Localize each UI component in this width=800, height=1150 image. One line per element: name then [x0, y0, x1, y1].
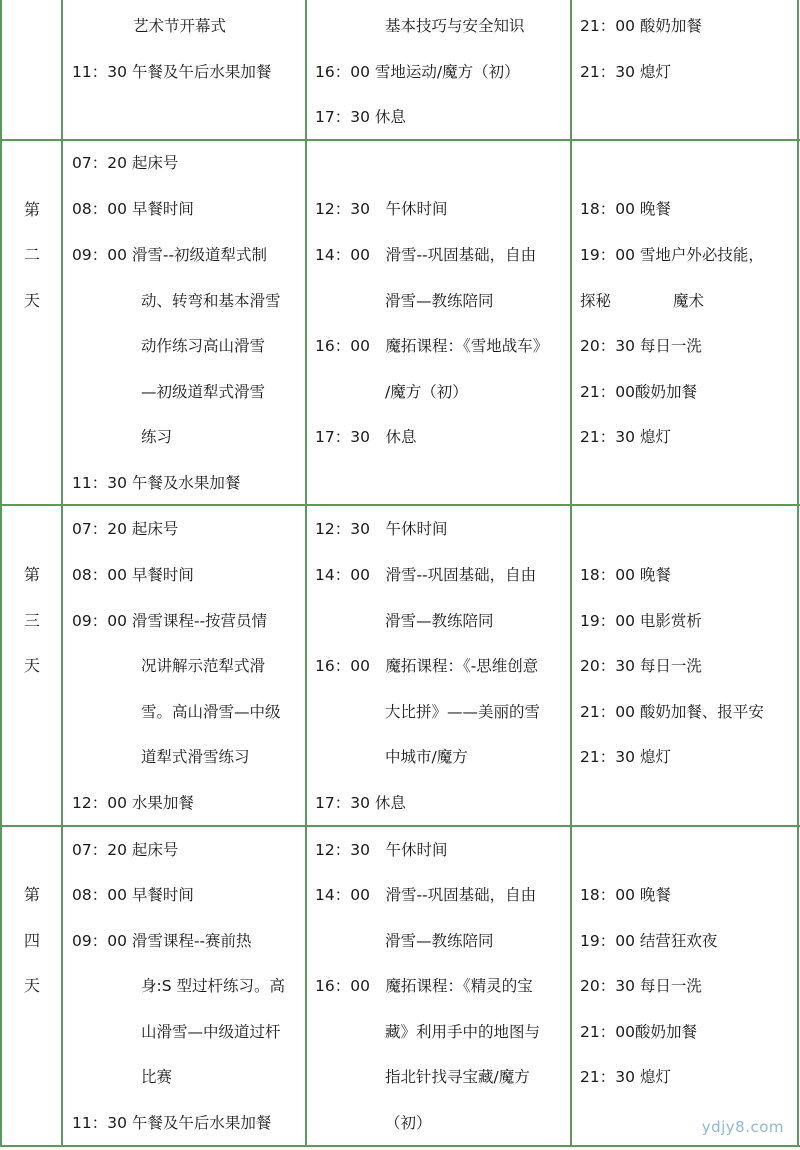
cell-text: 况讲解示范犁式滑 — [141, 657, 266, 675]
cell-text: 21：00酸奶加餐 — [580, 1023, 697, 1041]
cell-text: 21：30 熄灯 — [580, 748, 671, 766]
cell-text: 12：30 午休时间 — [315, 841, 448, 859]
day-label: 天 — [24, 291, 41, 310]
cell-text: 道犁式滑雪练习 — [141, 748, 250, 766]
cell-text: 身:S 型过杆练习。高 — [141, 977, 285, 995]
cell-text: 19：00 结营狂欢夜 — [580, 932, 718, 950]
cell-text: 滑雪—教练陪同 — [385, 292, 494, 310]
cell-text: 07：20 起床号 — [72, 841, 179, 859]
cell-text: 指北针找寻宝藏/魔方 — [385, 1068, 530, 1086]
cell-text: 14：00 滑雪--巩固基础，自由 — [315, 566, 537, 584]
cell-text: 12：00 水果加餐 — [72, 794, 194, 812]
cell-text: 16：00 魔拓课程：《精灵的宝 — [315, 977, 533, 995]
cell-text: 16：00 魔拓课程：《雪地战车》 — [315, 337, 549, 355]
cell-text: 18：00 晚餐 — [580, 886, 671, 904]
day-label: 天 — [24, 656, 41, 675]
cell-text: 练习 — [141, 428, 173, 446]
cell-text: 18：00 晚餐 — [580, 566, 671, 584]
cell-text: 21：30 熄灯 — [580, 63, 671, 81]
row-divider — [0, 504, 800, 506]
day-label: 第 — [24, 885, 41, 904]
day-label: 二 — [24, 245, 41, 264]
cell-text: 21：30 熄灯 — [580, 1068, 671, 1086]
cell-text: 大比拼》——美丽的雪 — [385, 703, 541, 721]
cell-text: 藏》利用手中的地图与 — [385, 1023, 541, 1041]
cell-text: 14：00 滑雪--巩固基础，自由 — [315, 246, 537, 264]
cell-text: 07：20 起床号 — [72, 520, 179, 538]
cell-text: 动、转弯和基本滑雪 — [141, 292, 281, 310]
watermark: ydjy8.com — [701, 1118, 784, 1136]
cell-text: /魔方（初） — [385, 383, 468, 401]
cell-text: 19：00 电影赏析 — [580, 612, 702, 630]
day-label: 第 — [24, 565, 41, 584]
table-border-right — [797, 0, 799, 1147]
cell-text: 14：00 滑雪--巩固基础，自由 — [315, 886, 537, 904]
cell-text: （初） — [385, 1114, 432, 1132]
cell-text: 20：30 每日一洗 — [580, 657, 702, 675]
cell-text: 16：00 雪地运动/魔方（初） — [315, 63, 520, 81]
table-border-left — [0, 0, 2, 1147]
cell-text: 21：00 酸奶加餐 — [580, 17, 702, 35]
cell-text: —初级道犁式滑雪 — [141, 383, 266, 401]
cell-text: 11：30 午餐及午后水果加餐 — [72, 1114, 272, 1132]
cell-text: 09：00 滑雪--初级道犁式制 — [72, 246, 268, 264]
table-border-bottom — [0, 1145, 800, 1147]
cell-text: 09：00 滑雪课程--赛前热 — [72, 932, 252, 950]
cell-text: 21：00 酸奶加餐、报平安 — [580, 703, 764, 721]
cell-text: 11：30 午餐及水果加餐 — [72, 474, 241, 492]
cell-text: 17：30 休息 — [315, 428, 417, 446]
day-label: 天 — [24, 976, 41, 995]
day-label: 四 — [24, 931, 41, 950]
cell-text: 21：00酸奶加餐 — [580, 383, 697, 401]
table-border-col2 — [305, 0, 307, 1147]
cell-text: 探秘 魔术 — [580, 292, 705, 310]
cell-text: 17：30 休息 — [315, 794, 406, 812]
cell-text: 滑雪—教练陪同 — [385, 932, 494, 950]
cell-text: 11：30 午餐及午后水果加餐 — [72, 63, 272, 81]
day-label: 三 — [24, 611, 41, 630]
cell-text: 雪。高山滑雪—中级 — [141, 703, 281, 721]
cell-text: 中城市/魔方 — [385, 748, 468, 766]
cell-text: 18：00 晚餐 — [580, 200, 671, 218]
table-border-col1 — [61, 0, 63, 1147]
cell-text: 12：30 午休时间 — [315, 200, 448, 218]
cell-text: 20：30 每日一洗 — [580, 337, 702, 355]
cell-text: 山滑雪—中级道过杆 — [141, 1023, 281, 1041]
cell-text: 17：30 休息 — [315, 108, 406, 126]
cell-text: 21：30 熄灯 — [580, 428, 671, 446]
cell-text: 20：30 每日一洗 — [580, 977, 702, 995]
cell-text: 09：00 滑雪课程--按营员情 — [72, 612, 268, 630]
cell-text: 滑雪—教练陪同 — [385, 612, 494, 630]
cell-text: 12：30 午休时间 — [315, 520, 448, 538]
cell-text: 艺术节开幕式 — [133, 17, 227, 35]
cell-text: 16：00 魔拓课程：《-思维创意 — [315, 657, 539, 675]
cell-text: 比赛 — [141, 1068, 173, 1086]
cell-text: 08：00 早餐时间 — [72, 566, 194, 584]
row-divider — [0, 139, 800, 141]
cell-text: 08：00 早餐时间 — [72, 886, 194, 904]
cell-text: 动作练习高山滑雪 — [141, 337, 266, 355]
cell-text: 基本技巧与安全知识 — [385, 17, 525, 35]
cell-text: 19：00 雪地户外必技能， — [580, 246, 764, 264]
row-divider — [0, 825, 800, 827]
cell-text: 07：20 起床号 — [72, 154, 179, 172]
cell-text: 08：00 早餐时间 — [72, 200, 194, 218]
table-border-col3 — [570, 0, 572, 1147]
day-label: 第 — [24, 200, 41, 219]
